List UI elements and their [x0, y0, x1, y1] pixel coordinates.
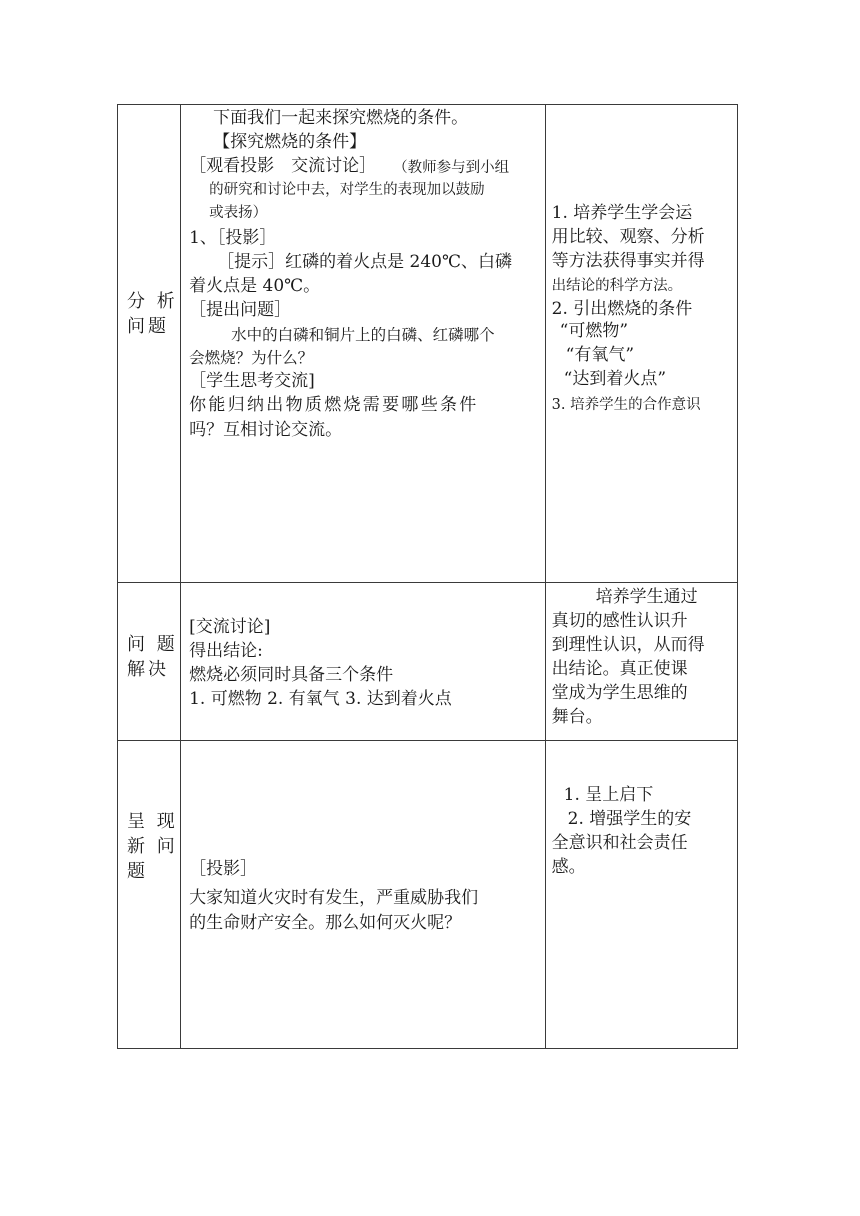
activity-cell — [181, 105, 546, 583]
activity-line: ［学生思考交流] — [189, 371, 315, 391]
intent-line: 用比较、观察、分析 — [551, 227, 705, 247]
activity-line: 吗？互相讨论交流。 — [189, 420, 343, 440]
intent-line: 1. 呈上启下 — [563, 785, 654, 805]
activity-line: 水中的白磷和铜片上的白磷、红磷哪个 — [231, 326, 495, 344]
intent-line: 2. 引出燃烧的条件 — [551, 299, 693, 319]
intent-line: “有氧气” — [565, 345, 635, 365]
intent-line: “可燃物” — [559, 321, 629, 341]
activity-line: 着火点是 40℃。 — [189, 276, 321, 296]
stage-label-line: 问题 — [127, 316, 169, 337]
activity-line: 的研究和讨论中去，对学生的表现加以鼓励 — [209, 182, 485, 198]
intent-line: 出结论。真正使课 — [551, 659, 688, 679]
table-row — [118, 105, 738, 583]
activity-line: 下面我们一起来探究燃烧的条件。 — [213, 108, 469, 128]
intent-line: “达到着火点” — [563, 369, 667, 389]
intent-line: 1. 培养学生学会运 — [551, 203, 693, 223]
stage-label-cell — [118, 583, 181, 741]
intent-line: 舞台。 — [551, 707, 603, 727]
intent-line: 3. 培养学生的合作意识 — [551, 397, 701, 413]
activity-cell — [181, 583, 546, 741]
stage-label-cell — [118, 741, 181, 1049]
intent-cell — [545, 741, 737, 1049]
activity-line: [交流讨论] — [189, 617, 271, 637]
intent-cell — [545, 105, 737, 583]
intent-line: 出结论的科学方法。 — [551, 278, 683, 294]
intent-line: 真切的感性认识升 — [551, 611, 688, 631]
activity-line: ［提示］红磷的着火点是 240℃、白磷 — [217, 252, 512, 272]
intent-line: 感。 — [551, 857, 586, 877]
intent-line: 培养学生通过 — [595, 587, 698, 607]
table-row — [118, 741, 738, 1049]
activity-line: ［投影］ — [189, 859, 258, 879]
activity-line: 【探究燃烧的条件】 — [213, 132, 367, 152]
activity-cell — [181, 741, 546, 1049]
stage-label-line: 解决 — [127, 659, 169, 680]
intent-line: 等方法获得事实并得 — [551, 251, 705, 271]
activity-line: 燃烧必须同时具备三个条件 — [189, 665, 394, 685]
table-row — [118, 583, 738, 741]
stage-label-line: 新 问 — [127, 836, 178, 857]
activity-line: 大家知道火灾时有发生，严重威胁我们 — [189, 888, 479, 908]
activity-line: 1、［投影］ — [189, 228, 277, 248]
activity-line: ［提出问题］ — [189, 300, 292, 320]
stage-label-line: 呈 现 — [127, 811, 178, 832]
stage-label-line: 问 题 — [127, 634, 178, 655]
intent-line: 全意识和社会责任 — [551, 833, 688, 853]
activity-line: 或表扬） — [209, 205, 268, 221]
activity-line: 会燃烧？为什么？ — [189, 349, 314, 367]
intent-line: 2. 增强学生的安 — [567, 809, 692, 829]
activity-line: 得出结论: — [189, 641, 263, 661]
stage-label-cell — [118, 105, 181, 583]
stage-label-line: 分 析 — [127, 291, 178, 312]
lesson-plan-table — [117, 104, 738, 1049]
stage-label-line: 题 — [127, 861, 148, 882]
activity-line: 你能归纳出物质燃烧需要哪些条件 — [189, 395, 479, 415]
intent-line: 到理性认识，从而得 — [551, 635, 705, 655]
activity-line: （教师参与到小组 — [393, 160, 510, 176]
intent-cell — [545, 583, 737, 741]
intent-line: 堂成为学生思维的 — [551, 683, 688, 703]
activity-line: 1. 可燃物 2. 有氧气 3. 达到着火点 — [189, 689, 452, 709]
activity-line: ［观看投影 交流讨论］ — [189, 156, 377, 176]
activity-line: 的生命财产安全。那么如何灭火呢？ — [189, 913, 462, 933]
